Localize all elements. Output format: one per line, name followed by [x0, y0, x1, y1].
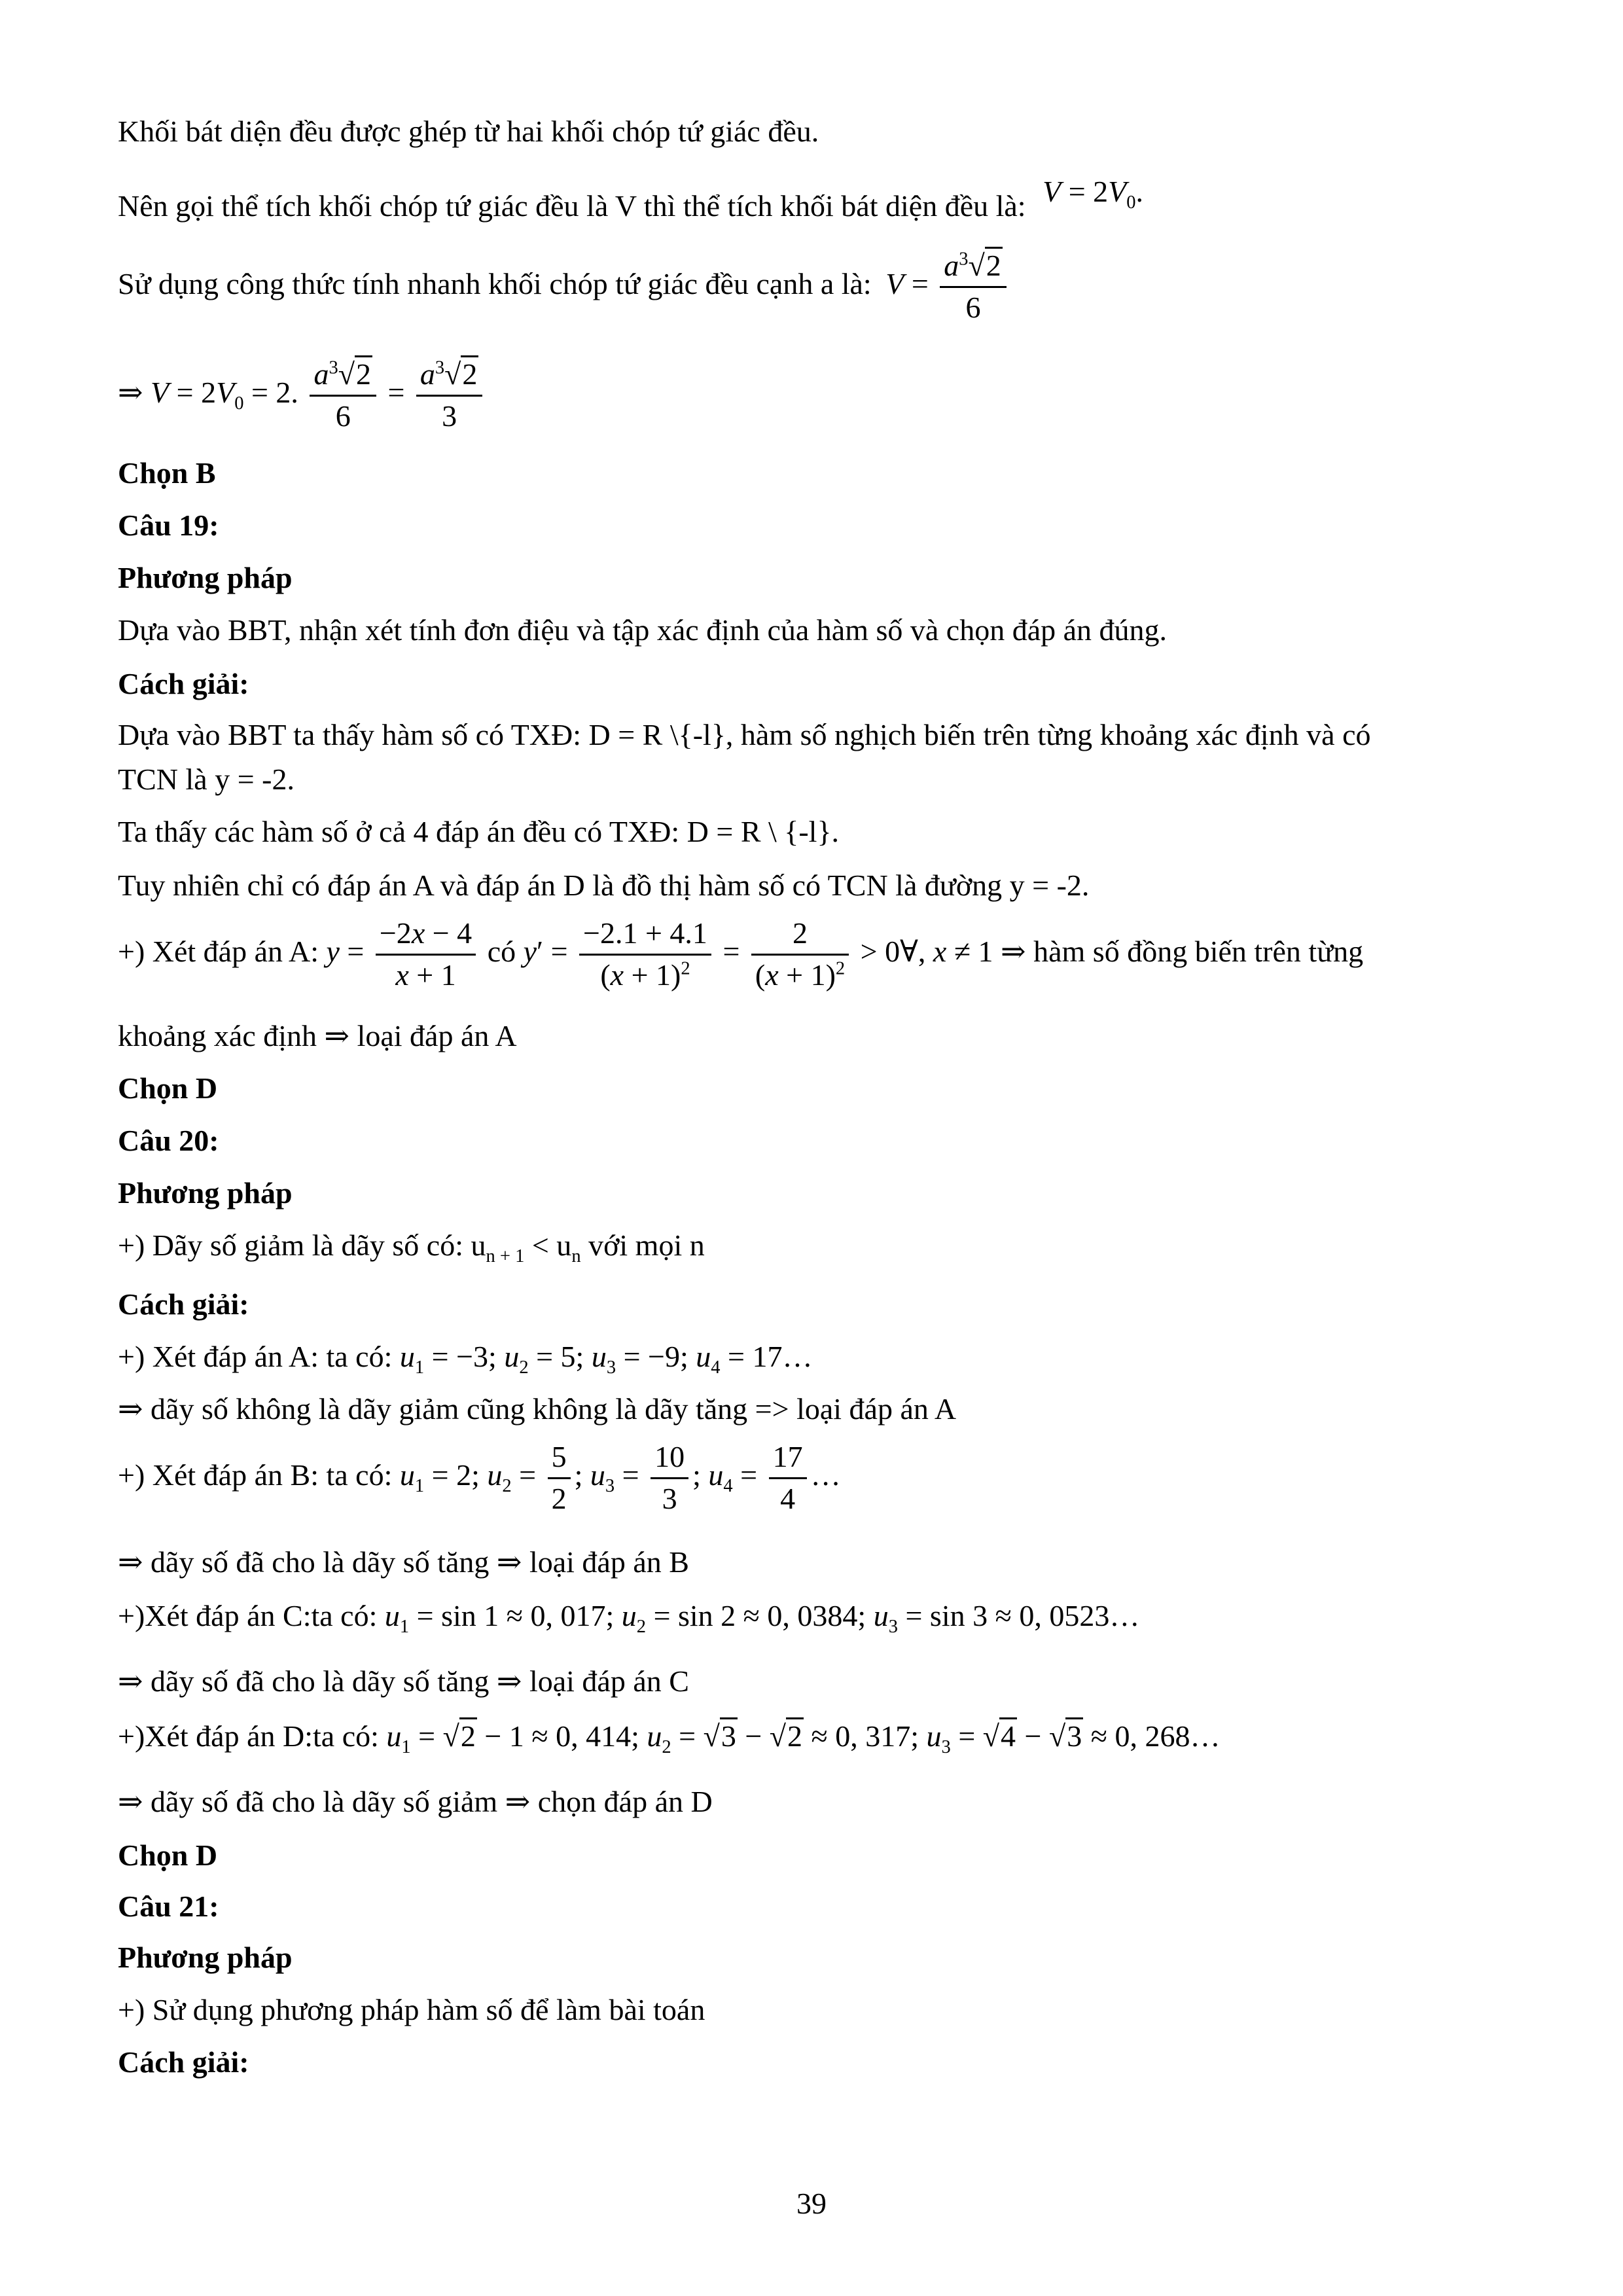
- answer-choice: Chọn D: [118, 1071, 218, 1105]
- formula-line: +) Xét đáp án A: y = $\frac{-2x - 4}{x + 1}$ có y′ = $\frac{-2.1 + 4.1}{(x + 1)^2}$ = $\frac{2}{(x + 1)^2}$ > 0∀, x ≠ 1 ⇒ hàm số đồng biến trên từng: [118, 916, 1364, 992]
- paragraph-line: ⇒ dãy số đã cho là dãy số tăng ⇒ loại đáp án B: [118, 1545, 689, 1579]
- section-heading: Cách giải:: [118, 1287, 249, 1321]
- paragraph-line: +) Dãy số giảm là dãy số có: $u_{n + 1} < u_n$ với mọi n: [118, 1229, 705, 1267]
- line-text: +) Dãy số giảm là dãy số có: u: [118, 1229, 486, 1262]
- paragraph-line: +) Sử dụng phương pháp hàm số để làm bài toán: [118, 1993, 705, 2026]
- section-heading: Phương pháp: [118, 1176, 293, 1210]
- paragraph-line: ⇒ dãy số không là dãy giảm cũng không là dãy tăng => loại đáp án A: [118, 1392, 957, 1426]
- fraction: $\frac{a^3√2}{3}$: [416, 357, 483, 434]
- line-text: Sử dụng công thức tính nhanh khối chóp tứ giác đều cạnh a là:: [118, 266, 872, 300]
- formula-chop: V = $\frac{a^3√2}{6}$: [885, 267, 1010, 300]
- paragraph-line: Khối bát diện đều được ghép từ hai khối chóp tứ giác đều.: [118, 115, 819, 148]
- paragraph-line: Dựa vào BBT, nhận xét tính đơn điệu và tập xác định của hàm số và chọn đáp án đúng.: [118, 613, 1168, 647]
- line-text: hàm số đồng biến trên từng: [1033, 934, 1364, 968]
- line-text: +) Xét đáp án A: ta có:: [118, 1340, 393, 1373]
- paragraph-line: Tuy nhiên chỉ có đáp án A và đáp án D là đồ thị hàm số có TCN là đường y = -2.: [118, 869, 1090, 902]
- fraction: $\frac{-2.1 + 4.1}{(x + 1)^2}$: [579, 916, 711, 993]
- fraction: $\frac{a^3√2}{6}$: [310, 357, 376, 434]
- paragraph-line: [118, 175, 1144, 227]
- section-heading: Phương pháp: [118, 1941, 293, 1974]
- question-heading: Câu 19:: [118, 509, 219, 542]
- fraction: $\frac{a^3√2}{6}$: [940, 249, 1007, 325]
- page-number: 39: [796, 2187, 827, 2220]
- answer-choice: Chọn D: [118, 1839, 218, 1872]
- paragraph-line: Dựa vào BBT ta thấy hàm số có TXĐ: D = R \{-l}, hàm số nghịch biến trên từng khoảng xác định và có: [118, 718, 1371, 751]
- line-text: Nên gọi thể tích khối chóp tứ giác đều là V thì thể tích khối bát diện đều là:: [118, 189, 1026, 223]
- formula-line: +) Xét đáp án A: ta có: $u_1 = -3$; $u_2 = 5$; $u_3 = -9$; $u_4$ = 17…: [118, 1340, 813, 1378]
- formula-line: +)Xét đáp án D:ta có: $u_1 = √2 - 1 \approx 0$, 414; $u_2 = √3 - √2 \approx 0$, 317; $u_3 = √4 - √3 \approx 0$, 268…: [118, 1721, 1220, 1757]
- paragraph-line: Ta thấy các hàm số ở cả 4 đáp án đều có TXĐ: D = R \ {-l}.: [118, 815, 840, 848]
- fraction: $\frac{2}{(x + 1)^2}$: [751, 916, 849, 993]
- question-heading: Câu 21:: [118, 1890, 219, 1923]
- paragraph-line: [118, 249, 1010, 325]
- section-heading: Phương pháp: [118, 561, 293, 594]
- fraction: $\frac{5}{2}$: [548, 1440, 571, 1516]
- paragraph-line: khoảng xác định ⇒ loại đáp án A: [118, 1019, 517, 1052]
- formula-line: +)Xét đáp án C:ta có: $u_1 = \sin 1 \approx 0$, 017; $u_2 = \sin 2 \approx 0$, 0384; $u_3 = \sin 3 \approx 0$, 0523…: [118, 1599, 1140, 1638]
- fraction: $\frac{-2x - 4}{x + 1}$: [376, 916, 476, 993]
- section-heading: Cách giải:: [118, 667, 249, 700]
- formula-bat-dien: $V = 2V_0$.: [1043, 175, 1144, 213]
- section-heading: Cách giải:: [118, 2045, 249, 2079]
- answer-choice: Chọn B: [118, 456, 216, 490]
- fraction: $\frac{10}{3}$: [651, 1440, 688, 1516]
- line-text: +)Xét đáp án D:ta có:: [118, 1719, 379, 1753]
- paragraph-line: ⇒ dãy số đã cho là dãy số tăng ⇒ loại đáp án C: [118, 1664, 689, 1698]
- line-text: +)Xét đáp án C:ta có:: [118, 1599, 378, 1632]
- line-text: +) Xét đáp án A:: [118, 934, 319, 968]
- fraction: $\frac{17}{4}$: [769, 1440, 807, 1516]
- paragraph-line: ⇒ dãy số đã cho là dãy số giảm ⇒ chọn đáp án D: [118, 1785, 713, 1818]
- question-heading: Câu 20:: [118, 1124, 219, 1157]
- paragraph-line: TCN là y = -2.: [118, 762, 294, 796]
- formula-line: ⇒ $V = 2V_0 = 2$. $\frac{a^3√2}{6}$ = $\frac{a^3√2}{3}$: [118, 357, 486, 434]
- formula-line: +) Xét đáp án B: ta có: $u_1 = 2$; $u_2$ = $\frac{5}{2}$ ; $u_3$ = $\frac{10}{3}$ ; $u_4$ = $\frac{17}{4}$ …: [118, 1440, 841, 1515]
- line-text: +) Xét đáp án B: ta có:: [118, 1458, 393, 1492]
